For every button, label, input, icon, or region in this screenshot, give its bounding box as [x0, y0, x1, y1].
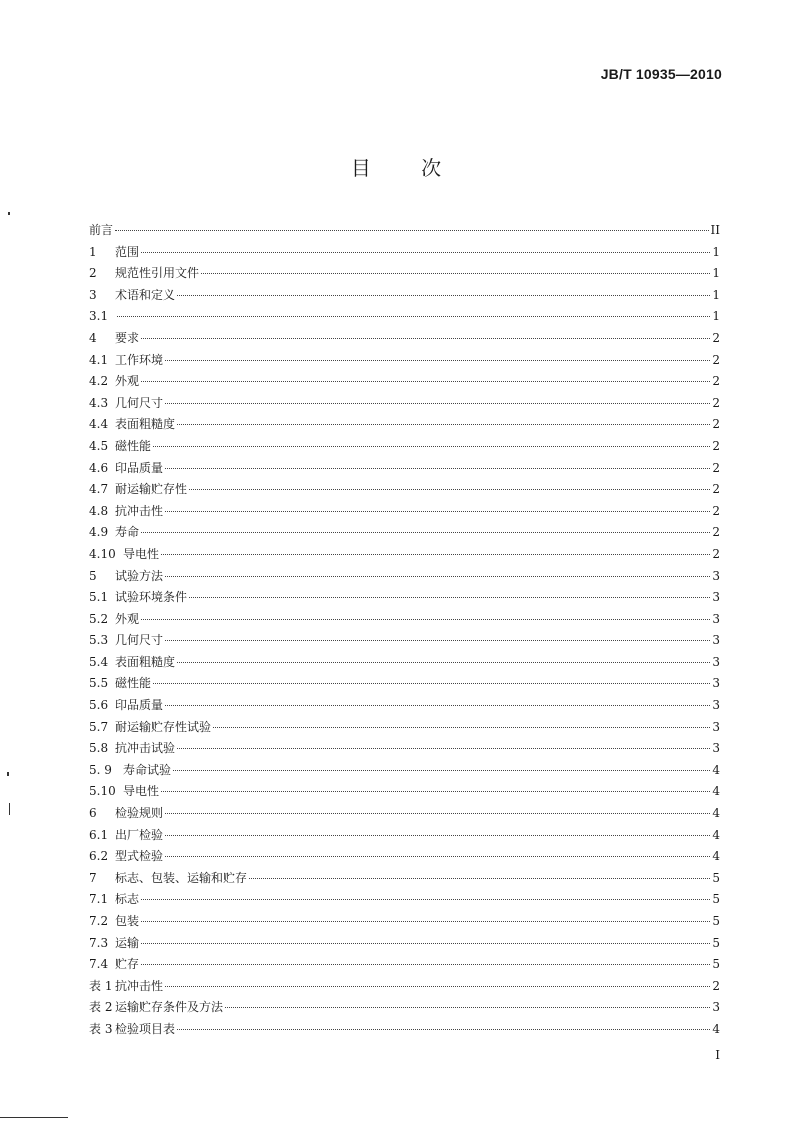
toc-entry-number: 5.4: [89, 654, 109, 669]
toc-entry-number: 6.2: [89, 849, 109, 864]
toc-entry-page: 5: [712, 957, 720, 972]
toc-leader-dots: [177, 648, 710, 663]
toc-entry-number: 4: [89, 330, 97, 345]
table-of-contents: [89, 219, 720, 1040]
toc-leader-dots: [165, 346, 710, 361]
toc-leader-dots: [165, 972, 710, 987]
toc-entry-page: 3: [712, 633, 720, 648]
toc-leader-dots: [213, 713, 710, 728]
toc-entry-page: 3: [712, 1000, 720, 1015]
toc-entry-title: 试验环境条件: [115, 590, 188, 605]
toc-leader-dots: [177, 410, 710, 425]
toc-entry-page: 2: [712, 352, 720, 367]
toc-leader-dots: [249, 864, 710, 879]
toc-entry-number: 1: [89, 244, 97, 259]
toc-entry-page: 1: [712, 266, 720, 281]
toc-entry-page: 2: [712, 978, 720, 993]
toc-leader-dots: [153, 669, 710, 684]
toc-entry-title: 印品质量: [115, 460, 164, 475]
toc-entry-number: 4.9: [89, 525, 109, 540]
toc-entry-page: 5: [712, 935, 720, 950]
toc-entry-number: 4.1: [89, 352, 109, 367]
toc-entry-number: 5.5: [89, 676, 109, 691]
toc-entry-page: 4: [712, 827, 720, 842]
toc-leader-dots: [141, 907, 710, 922]
toc-entry-page: 3: [712, 676, 720, 691]
toc-entry-page: 4: [712, 849, 720, 864]
toc-entry-page: 2: [712, 482, 720, 497]
toc-entry-page: II: [710, 223, 720, 237]
toc-entry-page: 2: [712, 525, 720, 540]
toc-leader-dots: [141, 367, 710, 382]
scan-mark: [9, 803, 10, 815]
toc-leader-dots: [165, 821, 710, 836]
toc-entry-title: 试验方法: [115, 568, 164, 583]
scan-mark: [0, 1117, 68, 1118]
toc-leader-dots: [165, 691, 710, 706]
toc-entry-page: 4: [712, 1021, 720, 1036]
toc-leader-dots: [141, 324, 710, 339]
toc-entry-page: 4: [712, 806, 720, 821]
toc-entry-title: 耐运输贮存性: [115, 482, 188, 497]
toc-entry-number: 4.2: [89, 374, 109, 389]
toc-entry-page: 3: [712, 654, 720, 669]
toc-entry-title: 外观: [115, 374, 140, 389]
toc-entry-page: 5: [712, 892, 720, 907]
toc-entry-number: 7: [89, 870, 97, 885]
toc-leader-dots: [173, 756, 710, 771]
toc-leader-dots: [165, 626, 710, 641]
toc-entry-number: 4.6: [89, 460, 109, 475]
toc-entry-page: 2: [712, 417, 720, 432]
toc-entry-title: 规范性引用文件: [115, 266, 200, 281]
toc-leader-dots: [165, 497, 710, 512]
toc-leader-dots: [153, 432, 710, 447]
toc-entry-number: 5.2: [89, 611, 109, 626]
toc-leader-dots: [177, 734, 710, 749]
toc-entry-page: 1: [712, 287, 720, 302]
toc-leader-dots: [165, 799, 710, 814]
toc-entry-number: 5.3: [89, 633, 109, 648]
toc-leader-dots: [141, 238, 710, 253]
scan-mark: [8, 212, 10, 215]
toc-entry-number: 5.10: [89, 784, 116, 799]
toc-entry-title: 工作环境: [115, 352, 164, 367]
toc-entry-page: 2: [712, 460, 720, 475]
toc-leader-dots: [165, 454, 710, 469]
toc-entry-title: 耐运输贮存性试验: [115, 719, 212, 734]
toc-entry-number: 6.1: [89, 827, 109, 842]
toc-entry-title: 磁性能: [115, 676, 152, 691]
toc-entry-page: 2: [712, 546, 720, 561]
toc-entry-title: 范围: [115, 244, 140, 259]
toc-entry-title: 运输: [115, 935, 140, 950]
toc-entry-number: 5.8: [89, 741, 109, 756]
toc-entry-number: 5.7: [89, 719, 109, 734]
toc-entry-number: 7.3: [89, 935, 109, 950]
toc-entry-number: 4.5: [89, 438, 109, 453]
toc-leader-dots: [117, 302, 710, 317]
toc-leader-dots: [177, 281, 710, 296]
toc-entry-page: 3: [712, 611, 720, 626]
toc-entry-number: 5.6: [89, 698, 109, 713]
toc-leader-dots: [141, 929, 710, 944]
toc-entry-title: 出厂检验: [115, 827, 164, 842]
toc-entry-title: 表面粗糙度: [115, 417, 176, 432]
toc-leader-dots: [115, 216, 709, 231]
toc-entry-title: 几何尺寸: [115, 633, 164, 648]
toc-entry-title: 外观: [115, 611, 140, 626]
toc-entry-title: 几何尺寸: [115, 395, 164, 410]
toc-leader-dots: [165, 842, 710, 857]
toc-entry-number: 6: [89, 806, 97, 821]
toc-entry-title: 磁性能: [115, 438, 152, 453]
toc-leader-dots: [141, 605, 710, 620]
toc-entry-page: 3: [712, 719, 720, 734]
toc-leader-dots: [177, 1015, 710, 1030]
toc-entry-number: 5. 9: [89, 762, 112, 777]
toc-entry-number: 4.3: [89, 395, 109, 410]
toc-leader-dots: [189, 475, 710, 490]
toc-entry-number: 4.8: [89, 503, 109, 518]
toc-entry-number: 7.1: [89, 892, 109, 907]
toc-entry-page: 3: [712, 590, 720, 605]
toc-entry-title: 抗冲击性: [115, 978, 164, 993]
toc-entry-title: 包装: [115, 914, 140, 928]
toc-entry-page: 2: [712, 330, 720, 345]
toc-entry-page: 2: [712, 374, 720, 389]
toc-entry-page: 5: [712, 870, 720, 885]
toc-entry-title: 表面粗糙度: [115, 654, 176, 669]
toc-entry-title: 标志: [115, 892, 140, 907]
page-number: I: [715, 1048, 720, 1062]
toc-entry-number: 3: [89, 287, 97, 302]
toc-entry-number: 表 2: [89, 1000, 113, 1015]
toc-leader-dots: [161, 540, 710, 555]
toc-entry-page: 3: [712, 741, 720, 756]
toc-entry-number: 7.2: [89, 914, 109, 928]
toc-entry-page: 4: [712, 762, 720, 777]
toc-entry-number: 2: [89, 266, 97, 281]
toc-entry-page: 2: [712, 438, 720, 453]
toc-entry-number: 5.1: [89, 590, 109, 605]
toc-entry-title: 寿命: [115, 525, 140, 540]
toc-entry-title: 印品质量: [115, 698, 164, 713]
toc-leader-dots: [161, 777, 710, 792]
toc-entry-page: 2: [712, 395, 720, 410]
toc-leader-dots: [141, 885, 710, 900]
toc-entry-title: 抗冲击性: [115, 503, 164, 518]
toc-entry-page: 1: [712, 244, 720, 259]
toc-leader-dots: [165, 389, 710, 404]
toc-entry-number: 4.10: [89, 546, 116, 561]
toc-entry-title: 贮存: [115, 957, 140, 972]
toc-entry-title: 导电性: [123, 546, 160, 561]
toc-leader-dots: [165, 562, 710, 577]
toc-entry-title: 检验项目表: [115, 1021, 176, 1036]
title-char-1: 目: [350, 156, 371, 180]
toc-entry-title: 寿命试验: [123, 762, 172, 777]
toc-entry-page: 3: [712, 698, 720, 713]
page-title: [0, 152, 792, 181]
title-char-2: 次: [421, 156, 442, 180]
toc-leader-dots: [141, 518, 710, 533]
toc-entry-title: 术语和定义: [115, 287, 176, 302]
toc-entry-page: 5: [712, 914, 720, 928]
toc-entry-number: 3.1: [89, 309, 109, 324]
toc-leader-dots: [141, 950, 710, 965]
toc-entry-page: 1: [712, 309, 720, 324]
toc-entry-title: 检验规则: [115, 806, 164, 821]
scan-mark: [7, 772, 9, 776]
toc-entry-title: 导电性: [123, 784, 160, 799]
toc-entry-number: 4.7: [89, 482, 109, 497]
toc-entry-title: 运输贮存条件及方法: [115, 1000, 224, 1015]
toc-entry-page: 4: [712, 784, 720, 799]
toc-entry-number: 5: [89, 568, 97, 583]
toc-entry-number: 表 3: [89, 1021, 113, 1036]
toc-entry-page: 3: [712, 568, 720, 583]
toc-entry-page: 2: [712, 503, 720, 518]
toc-leader-dots: [201, 259, 710, 274]
toc-entry[interactable]: [89, 1018, 720, 1040]
toc-entry-title: 要求: [115, 330, 140, 345]
standard-code: JB/T 10935—2010: [600, 66, 722, 82]
toc-leader-dots: [189, 583, 710, 598]
toc-entry-title: 抗冲击试验: [115, 741, 176, 756]
toc-leader-dots: [225, 993, 710, 1008]
toc-entry-number: 表 1: [89, 978, 113, 993]
toc-entry-number: 7.4: [89, 957, 109, 972]
toc-entry-title: 型式检验: [115, 849, 164, 864]
toc-entry-number: 4.4: [89, 417, 109, 432]
toc-entry-title: 前言: [89, 223, 114, 237]
toc-entry-title: 标志、包装、运输和贮存: [115, 870, 248, 885]
